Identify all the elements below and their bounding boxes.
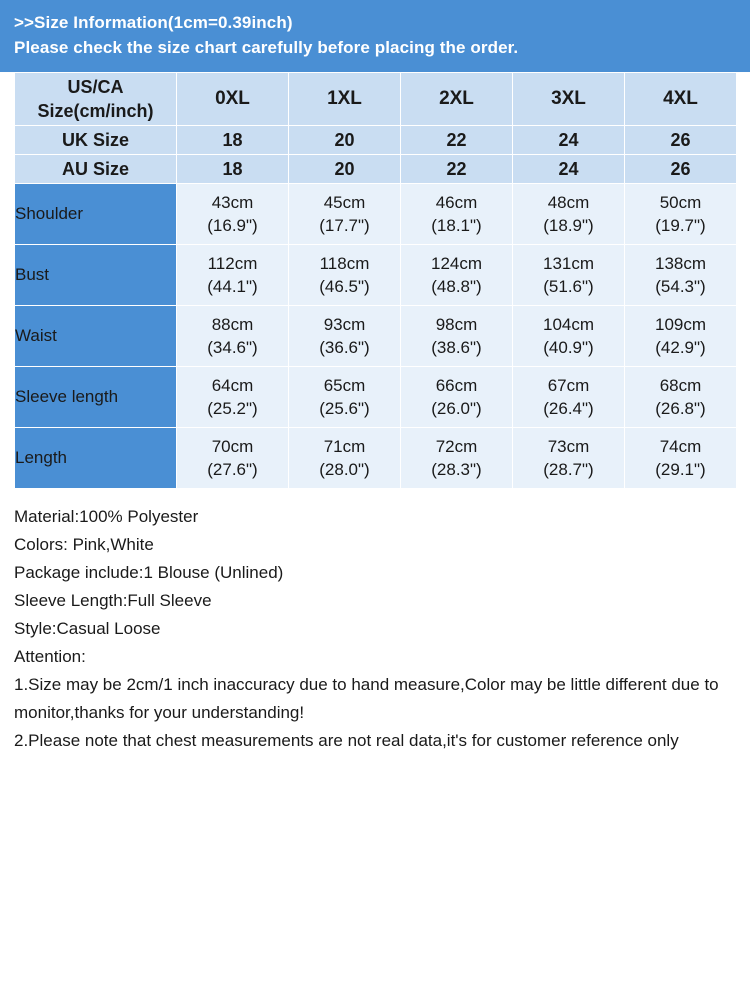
length-3xl bbox=[513, 428, 625, 489]
shoulder-4xl bbox=[625, 184, 737, 245]
sleeve-length-0xl-cm: 64cm bbox=[211, 376, 254, 395]
shoulder-0xl bbox=[177, 184, 289, 245]
row-label-sleeve-length: Sleeve length bbox=[15, 367, 177, 428]
length-4xl-cm: 74cm bbox=[659, 437, 702, 456]
table-row-uk-size bbox=[15, 126, 737, 155]
waist-3xl-cm: 104cm bbox=[542, 315, 595, 334]
sleeve-length-1xl-cm: 65cm bbox=[323, 376, 366, 395]
sleeve-length-3xl-inch: (26.4") bbox=[543, 399, 594, 418]
banner-subtitle: Please check the size chart carefully before placing the order. bbox=[14, 38, 519, 57]
corner-label-cell bbox=[15, 73, 177, 126]
table-row-au-size bbox=[15, 155, 737, 184]
row-label-bust: Bust bbox=[15, 245, 177, 306]
waist-1xl bbox=[289, 306, 401, 367]
product-notes bbox=[0, 489, 750, 755]
waist-4xl bbox=[625, 306, 737, 367]
sleeve-length-1xl bbox=[289, 367, 401, 428]
uk-size-3xl: 24 bbox=[513, 126, 625, 155]
sleeve-length-4xl-inch: (26.8") bbox=[655, 399, 706, 418]
sleeve-length-3xl-cm: 67cm bbox=[547, 376, 590, 395]
length-3xl-inch: (28.7") bbox=[543, 460, 594, 479]
table-row-bust bbox=[15, 245, 737, 306]
note-material: Material:100% Polyester bbox=[14, 507, 199, 526]
shoulder-1xl-cm: 45cm bbox=[323, 193, 366, 212]
length-2xl bbox=[401, 428, 513, 489]
bust-2xl-cm: 124cm bbox=[430, 254, 483, 273]
column-header-2xl: 2XL bbox=[401, 73, 513, 126]
shoulder-4xl-inch: (19.7") bbox=[655, 216, 706, 235]
length-3xl-cm: 73cm bbox=[547, 437, 590, 456]
bust-1xl-cm: 118cm bbox=[319, 254, 370, 273]
length-1xl-cm: 71cm bbox=[323, 437, 366, 456]
table-row-sleeve-length bbox=[15, 367, 737, 428]
bust-3xl-inch: (51.6") bbox=[543, 277, 594, 296]
shoulder-0xl-cm: 43cm bbox=[211, 193, 254, 212]
note-attention-2: 2.Please note that chest measurements are not real data,it's for customer reference only bbox=[14, 731, 679, 750]
sleeve-length-4xl-cm: 68cm bbox=[659, 376, 702, 395]
note-sleeve-length: Sleeve Length:Full Sleeve bbox=[14, 591, 212, 610]
sleeve-length-2xl-inch: (26.0") bbox=[431, 399, 482, 418]
length-4xl-inch: (29.1") bbox=[655, 460, 706, 479]
sleeve-length-2xl bbox=[401, 367, 513, 428]
shoulder-2xl-cm: 46cm bbox=[435, 193, 478, 212]
bust-1xl-inch: (46.5") bbox=[319, 277, 370, 296]
note-style: Style:Casual Loose bbox=[14, 619, 161, 638]
table-header-row bbox=[15, 73, 737, 126]
au-size-2xl: 22 bbox=[401, 155, 513, 184]
size-chart-table bbox=[14, 72, 737, 489]
waist-1xl-cm: 93cm bbox=[323, 315, 366, 334]
bust-0xl bbox=[177, 245, 289, 306]
sleeve-length-0xl bbox=[177, 367, 289, 428]
shoulder-3xl-cm: 48cm bbox=[547, 193, 590, 212]
waist-4xl-inch: (42.9") bbox=[655, 338, 706, 357]
table-row-length bbox=[15, 428, 737, 489]
sleeve-length-2xl-cm: 66cm bbox=[435, 376, 478, 395]
sleeve-length-4xl bbox=[625, 367, 737, 428]
row-label-au-size: AU Size bbox=[15, 155, 177, 184]
length-1xl-inch: (28.0") bbox=[319, 460, 370, 479]
waist-0xl-inch: (34.6") bbox=[207, 338, 258, 357]
au-size-4xl: 26 bbox=[625, 155, 737, 184]
waist-0xl bbox=[177, 306, 289, 367]
note-attention-1: 1.Size may be 2cm/1 inch inaccuracy due to hand measure,Color may be little different due to monitor,thanks for your understanding! bbox=[14, 675, 719, 722]
column-header-1xl: 1XL bbox=[289, 73, 401, 126]
sleeve-length-0xl-inch: (25.2") bbox=[207, 399, 258, 418]
bust-4xl bbox=[625, 245, 737, 306]
waist-3xl bbox=[513, 306, 625, 367]
shoulder-1xl-inch: (17.7") bbox=[319, 216, 370, 235]
row-label-waist: Waist bbox=[15, 306, 177, 367]
shoulder-2xl bbox=[401, 184, 513, 245]
corner-label-line2: Size(cm/inch) bbox=[37, 101, 154, 121]
waist-3xl-inch: (40.9") bbox=[543, 338, 594, 357]
note-attention-heading: Attention: bbox=[14, 647, 86, 666]
bust-0xl-inch: (44.1") bbox=[207, 277, 258, 296]
bust-2xl-inch: (48.8") bbox=[431, 277, 482, 296]
column-header-4xl: 4XL bbox=[625, 73, 737, 126]
uk-size-1xl: 20 bbox=[289, 126, 401, 155]
note-colors: Colors: Pink,White bbox=[14, 535, 154, 554]
shoulder-3xl-inch: (18.9") bbox=[543, 216, 594, 235]
uk-size-0xl: 18 bbox=[177, 126, 289, 155]
table-row-waist bbox=[15, 306, 737, 367]
waist-2xl-inch: (38.6") bbox=[431, 338, 482, 357]
length-0xl-inch: (27.6") bbox=[207, 460, 258, 479]
table-row-shoulder bbox=[15, 184, 737, 245]
row-label-length: Length bbox=[15, 428, 177, 489]
uk-size-2xl: 22 bbox=[401, 126, 513, 155]
au-size-3xl: 24 bbox=[513, 155, 625, 184]
corner-label-line1: US/CA bbox=[67, 77, 124, 97]
uk-size-4xl: 26 bbox=[625, 126, 737, 155]
size-information-banner bbox=[0, 0, 750, 72]
bust-3xl bbox=[513, 245, 625, 306]
row-label-uk-size: UK Size bbox=[15, 126, 177, 155]
sleeve-length-3xl bbox=[513, 367, 625, 428]
au-size-1xl: 20 bbox=[289, 155, 401, 184]
length-4xl bbox=[625, 428, 737, 489]
shoulder-4xl-cm: 50cm bbox=[659, 193, 702, 212]
length-2xl-cm: 72cm bbox=[435, 437, 478, 456]
bust-4xl-inch: (54.3") bbox=[655, 277, 706, 296]
bust-0xl-cm: 112cm bbox=[207, 254, 258, 273]
column-header-3xl: 3XL bbox=[513, 73, 625, 126]
row-label-shoulder: Shoulder bbox=[15, 184, 177, 245]
length-0xl-cm: 70cm bbox=[211, 437, 254, 456]
banner-title: >>Size Information(1cm=0.39inch) bbox=[14, 13, 293, 32]
bust-2xl bbox=[401, 245, 513, 306]
bust-1xl bbox=[289, 245, 401, 306]
length-2xl-inch: (28.3") bbox=[431, 460, 482, 479]
column-header-0xl: 0XL bbox=[177, 73, 289, 126]
au-size-0xl: 18 bbox=[177, 155, 289, 184]
shoulder-1xl bbox=[289, 184, 401, 245]
waist-1xl-inch: (36.6") bbox=[319, 338, 370, 357]
length-0xl bbox=[177, 428, 289, 489]
bust-3xl-cm: 131cm bbox=[542, 254, 595, 273]
shoulder-2xl-inch: (18.1") bbox=[431, 216, 482, 235]
size-table-container bbox=[0, 72, 750, 489]
waist-4xl-cm: 109cm bbox=[654, 315, 707, 334]
waist-2xl-cm: 98cm bbox=[435, 315, 478, 334]
waist-0xl-cm: 88cm bbox=[211, 315, 254, 334]
shoulder-0xl-inch: (16.9") bbox=[207, 216, 258, 235]
length-1xl bbox=[289, 428, 401, 489]
note-package: Package include:1 Blouse (Unlined) bbox=[14, 563, 284, 582]
shoulder-3xl bbox=[513, 184, 625, 245]
bust-4xl-cm: 138cm bbox=[654, 254, 707, 273]
waist-2xl bbox=[401, 306, 513, 367]
sleeve-length-1xl-inch: (25.6") bbox=[319, 399, 370, 418]
